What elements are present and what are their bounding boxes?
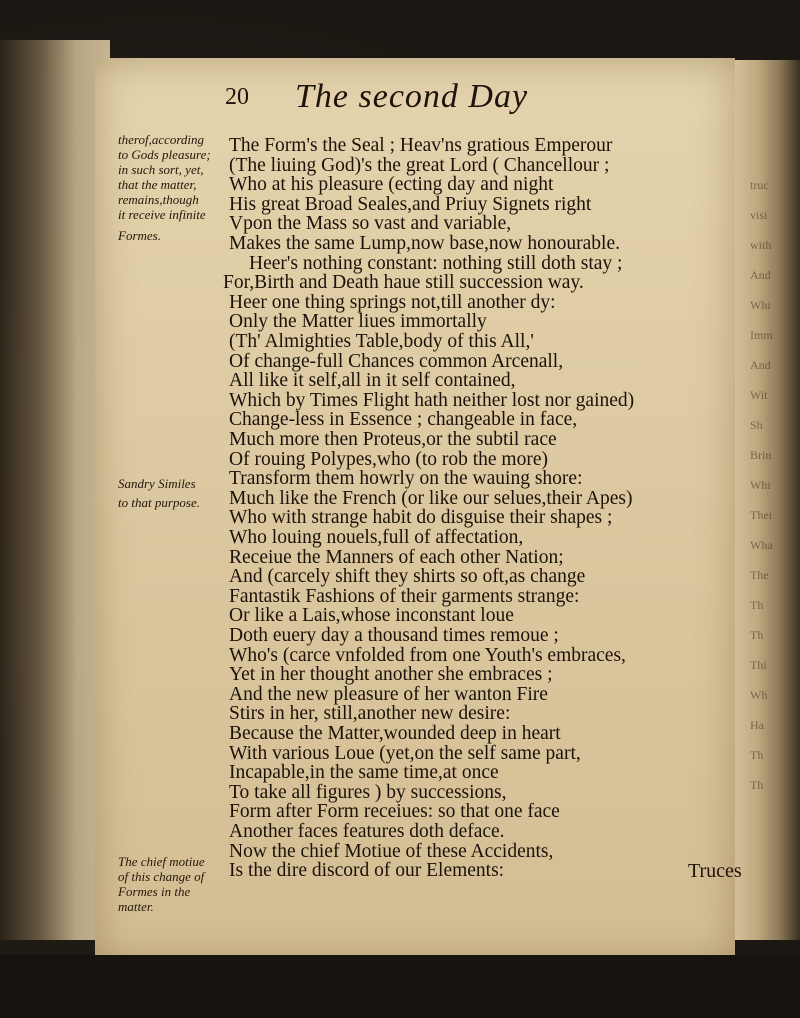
facing-page-fragment: Whi — [750, 298, 771, 312]
poem-line: Of change-full Chances common Arcenall, — [229, 350, 564, 372]
facing-page-fragment: Wit — [750, 388, 768, 402]
poem-line: Change-less in Essence ; changeable in face, — [229, 409, 578, 431]
margin-note-line: Formes. — [118, 228, 161, 243]
facing-page-edge — [730, 60, 800, 940]
facing-page-fragment: Sh — [750, 418, 763, 432]
poem-line: All like it self,all in it self contained, — [229, 370, 516, 392]
poem-body — [223, 134, 729, 914]
scan-bottom-margin — [0, 955, 800, 1018]
poem-line: To take all figures ) by successions, — [229, 781, 507, 803]
poem-line: Which by Times Flight hath neither lost nor gained) — [229, 389, 635, 411]
facing-page-fragment: The — [750, 568, 769, 582]
margin-notes — [118, 132, 228, 992]
facing-page-fragment: Thi — [750, 658, 767, 672]
poem-line: Only the Matter liues immortally — [229, 311, 487, 333]
poem-line: Who with strange habit do disguise their shapes ; — [229, 507, 613, 529]
poem-line: Who's (carce vnfolded from one Youth's embraces, — [229, 644, 626, 666]
facing-page-fragment: Th — [750, 778, 764, 792]
catchword: Truces — [688, 860, 742, 882]
facing-page-fragment: Imm — [750, 328, 773, 342]
margin-note-line: The chief motiue — [118, 854, 205, 869]
facing-page-fragment: truc — [750, 178, 769, 192]
poem-line: Or like a Lais,whose inconstant loue — [229, 605, 514, 627]
poem-line: Heer one thing springs not,till another dy: — [229, 291, 556, 313]
facing-page-fragment: And — [750, 268, 771, 282]
poem-line: Because the Matter,wounded deep in heart — [229, 723, 561, 744]
poem-line: Is the dire discord of our Elements: — [229, 860, 505, 882]
page-number: 20 — [225, 84, 249, 110]
poem-line: Fantastik Fashions of their garments strange: — [229, 585, 580, 607]
poem-line: His great Broad Seales,and Priuy Signets right — [229, 193, 592, 215]
facing-page-fragment: Wh — [750, 688, 768, 702]
margin-note-line: in such sort, yet, — [118, 162, 204, 177]
margin-note-line: matter. — [118, 899, 154, 914]
poem-line: (Th' Almighties Table,body of this All,' — [229, 331, 534, 352]
poem-line: Who louing nouels,full of affectation, — [229, 527, 524, 548]
facing-page-fragment: Th — [750, 598, 764, 612]
margin-note-line: that the matter, — [118, 177, 197, 192]
margin-note — [118, 132, 228, 243]
poem-line: Receiue the Manners of each other Nation; — [229, 546, 564, 568]
facing-page-fragment: visi — [750, 208, 768, 222]
margin-note-line: Formes in the — [118, 884, 191, 899]
poem-line: Incapable,in the same time,at once — [229, 762, 499, 784]
facing-page-fragment: Ha — [750, 718, 764, 732]
poem-line: Makes the same Lump,now base,now honourable. — [229, 233, 620, 254]
margin-note-line: to Gods pleasure; — [118, 147, 211, 162]
poem-line: With various Loue (yet,on the self same part, — [229, 742, 581, 764]
poem-line: Transform them howrly on the wauing shore: — [229, 468, 583, 490]
margin-note-line: Sandry Similes — [118, 476, 196, 491]
margin-note — [118, 854, 228, 914]
poem-line: Of rouing Polypes,who (to rob the more) — [229, 448, 548, 470]
poem-line: Who at his pleasure (ecting day and night — [229, 174, 554, 196]
margin-note-line: it receive infinite — [118, 207, 206, 222]
poem-line: (The liuing God)'s the great Lord ( Chancellour ; — [229, 154, 610, 176]
poem-line: Another faces features doth deface. — [229, 821, 505, 842]
facing-page-fragment: Th — [750, 748, 764, 762]
facing-page-fragment: Brin — [750, 448, 772, 462]
margin-note-line: to that purpose. — [118, 495, 200, 510]
facing-page-fragments — [750, 170, 794, 800]
poem-line: Form after Form receiues: so that one face — [229, 801, 560, 823]
running-head — [225, 78, 705, 122]
facing-page-fragment: with — [750, 238, 772, 252]
poem-line: Vpon the Mass so vast and variable, — [229, 213, 512, 235]
margin-note-line: therof,according — [118, 132, 205, 147]
facing-page-fragment: And — [750, 358, 771, 372]
facing-page-fragment: Wha — [750, 538, 773, 552]
poem-line: Much more then Proteus,or the subtil race — [229, 429, 557, 450]
margin-note — [118, 476, 228, 510]
margin-note-line: remains,though — [118, 192, 199, 207]
poem-line: Doth euery day a thousand times remoue ; — [229, 625, 559, 646]
poem-line: Stirs in her, still,another new desire: — [229, 703, 511, 725]
margin-note-line: of this change of — [118, 869, 205, 884]
poem-line: The Form's the Seal ; Heav'ns gratious Emperour — [229, 135, 613, 156]
book-spine-edge — [0, 40, 110, 940]
running-title: The second Day — [295, 78, 529, 115]
facing-page-fragment: Th — [750, 628, 764, 642]
poem-line: Now the chief Motiue of these Accidents, — [229, 840, 554, 862]
poem-line: And (carcely shift they shirts so oft,as change — [229, 566, 586, 588]
facing-page-fragment: Whi — [750, 478, 771, 492]
poem-line: And the new pleasure of her wanton Fire — [229, 683, 548, 705]
poem-line: For,Birth and Death haue still succession way. — [223, 272, 584, 294]
poem-line: Yet in her thought another she embraces ; — [229, 664, 553, 686]
poem-line: Heer's nothing constant: nothing still doth stay ; — [249, 252, 623, 274]
facing-page-fragment: Thei — [750, 508, 772, 522]
poem-line: Much like the French (or like our selues,their Apes) — [229, 487, 633, 509]
